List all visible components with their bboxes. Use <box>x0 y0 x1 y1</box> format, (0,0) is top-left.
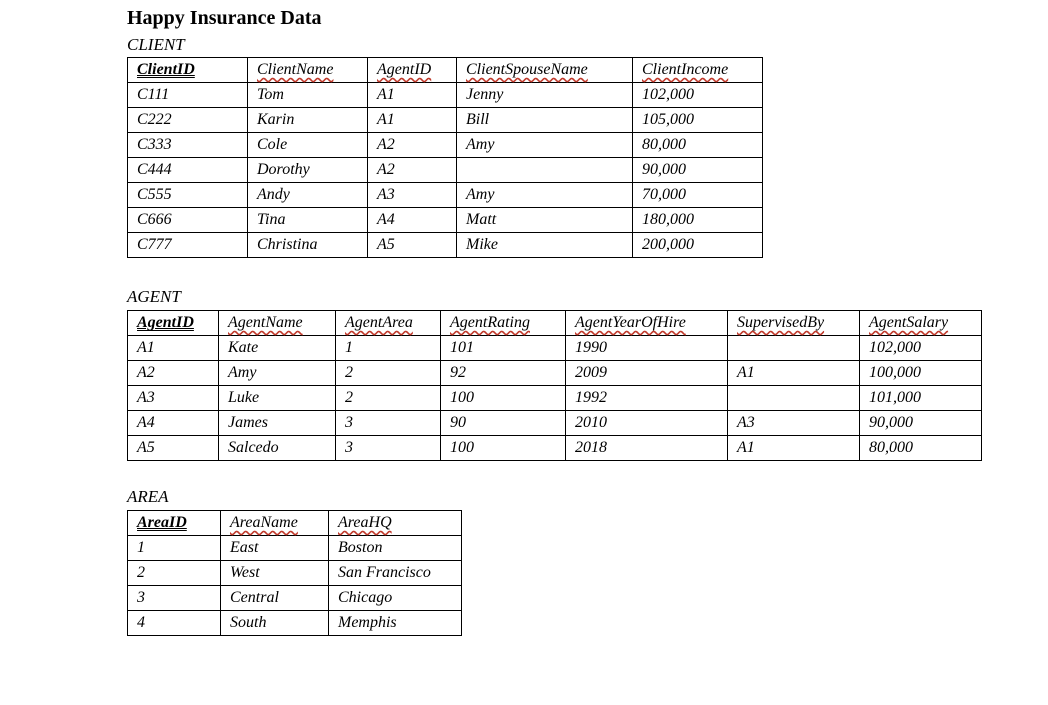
agent-table-row <box>128 361 982 386</box>
area-table-cell: South <box>221 611 329 636</box>
client-table-cell: Matt <box>457 208 633 233</box>
agent-table-cell: 1 <box>336 336 441 361</box>
area-table-cell: 2 <box>128 561 221 586</box>
area-section-label: AREA <box>127 487 169 506</box>
client-table-cell <box>457 158 633 183</box>
client-table-cell: Christina <box>248 233 368 258</box>
document-title: Happy Insurance Data <box>127 7 322 29</box>
agent-table-cell: 100 <box>441 386 566 411</box>
client-table-cell: Bill <box>457 108 633 133</box>
agent-column-header <box>566 311 728 336</box>
agent-column-header <box>336 311 441 336</box>
client-table-cell: A2 <box>368 133 457 158</box>
area-table-cell: Memphis <box>329 611 462 636</box>
agent-column-header-label: AgentYearOfHire <box>575 314 686 331</box>
client-table-cell: Dorothy <box>248 158 368 183</box>
client-table-cell: Cole <box>248 133 368 158</box>
agent-table-row <box>128 411 982 436</box>
agent-table-cell: Amy <box>219 361 336 386</box>
client-table-cell: Mike <box>457 233 633 258</box>
client-table-cell: C333 <box>128 133 248 158</box>
agent-column-header <box>860 311 982 336</box>
client-table <box>127 57 763 258</box>
client-table-header <box>128 58 763 83</box>
agent-table-cell <box>728 336 860 361</box>
client-column-header <box>368 58 457 83</box>
agent-table-cell: 101,000 <box>860 386 982 411</box>
area-table-cell: Boston <box>329 536 462 561</box>
agent-table-cell: 100 <box>441 436 566 461</box>
client-table-cell: C222 <box>128 108 248 133</box>
agent-table-cell <box>728 386 860 411</box>
agent-table-cell: 3 <box>336 411 441 436</box>
area-table-row <box>128 561 462 586</box>
agent-column-header-label: AgentName <box>228 314 303 331</box>
client-table-cell: Tina <box>248 208 368 233</box>
agent-column-header-label: AgentSalary <box>869 314 949 331</box>
client-header-row <box>128 58 763 83</box>
agent-table-cell: 101 <box>441 336 566 361</box>
client-table-cell: Jenny <box>457 83 633 108</box>
agent-table-cell: A1 <box>728 361 860 386</box>
agent-column-header-label: SupervisedBy <box>737 314 825 331</box>
agent-table-body <box>128 336 982 461</box>
agent-table <box>127 310 982 461</box>
area-table-cell: Central <box>221 586 329 611</box>
client-table-row <box>128 133 763 158</box>
agent-table-cell: A3 <box>728 411 860 436</box>
agent-table-cell: 1990 <box>566 336 728 361</box>
client-table-cell: Andy <box>248 183 368 208</box>
client-column-header-label: ClientSpouseName <box>466 61 588 78</box>
client-table-cell: A2 <box>368 158 457 183</box>
client-table-body <box>128 83 763 258</box>
agent-table-cell: 3 <box>336 436 441 461</box>
client-table-cell: 105,000 <box>633 108 763 133</box>
agent-table-cell: 2018 <box>566 436 728 461</box>
client-table-cell: 102,000 <box>633 83 763 108</box>
area-table-cell: East <box>221 536 329 561</box>
client-column-header-label: ClientIncome <box>642 61 729 78</box>
agent-table-cell: 90,000 <box>860 411 982 436</box>
agent-table-cell: A1 <box>728 436 860 461</box>
area-table-cell: West <box>221 561 329 586</box>
client-table-row <box>128 183 763 208</box>
client-table-cell: C444 <box>128 158 248 183</box>
agent-table-cell: 102,000 <box>860 336 982 361</box>
client-table-cell: 200,000 <box>633 233 763 258</box>
area-table-header <box>128 511 462 536</box>
client-column-header-label: AgentID <box>377 61 432 78</box>
agent-table-cell: A2 <box>128 361 219 386</box>
area-column-header-label: AreaID <box>137 514 187 531</box>
client-table-cell: 70,000 <box>633 183 763 208</box>
client-table-cell: Tom <box>248 83 368 108</box>
agent-column-header <box>728 311 860 336</box>
area-column-header <box>329 511 462 536</box>
client-table-cell: 80,000 <box>633 133 763 158</box>
client-column-header <box>128 58 248 83</box>
client-table-cell: C111 <box>128 83 248 108</box>
agent-table-cell: 92 <box>441 361 566 386</box>
client-table-cell: A1 <box>368 83 457 108</box>
area-table-cell: 4 <box>128 611 221 636</box>
area-table-row <box>128 586 462 611</box>
client-table-row <box>128 233 763 258</box>
area-table-row <box>128 611 462 636</box>
agent-table-cell: Kate <box>219 336 336 361</box>
client-table-cell: Karin <box>248 108 368 133</box>
client-table-cell: A3 <box>368 183 457 208</box>
client-table-row <box>128 108 763 133</box>
area-table <box>127 510 462 636</box>
client-table-cell: 180,000 <box>633 208 763 233</box>
client-table-row <box>128 208 763 233</box>
client-table-row <box>128 158 763 183</box>
client-table-cell: A1 <box>368 108 457 133</box>
area-column-header <box>221 511 329 536</box>
area-table-cell: 3 <box>128 586 221 611</box>
agent-table-cell: A5 <box>128 436 219 461</box>
client-column-header <box>248 58 368 83</box>
agent-table-header <box>128 311 982 336</box>
client-table-cell: Amy <box>457 183 633 208</box>
client-section-label: CLIENT <box>127 35 185 54</box>
agent-table-cell: A3 <box>128 386 219 411</box>
agent-table-cell: 2 <box>336 361 441 386</box>
client-table-cell: C555 <box>128 183 248 208</box>
area-column-header <box>128 511 221 536</box>
agent-column-header-label: AgentID <box>137 314 194 331</box>
agent-column-header <box>441 311 566 336</box>
client-table-cell: C666 <box>128 208 248 233</box>
agent-table-cell: A1 <box>128 336 219 361</box>
client-column-header-label: ClientID <box>137 61 195 78</box>
agent-table-cell: Luke <box>219 386 336 411</box>
client-column-header-label: ClientName <box>257 61 334 78</box>
agent-section-label: AGENT <box>127 287 181 306</box>
agent-table-cell: James <box>219 411 336 436</box>
agent-table-cell: 2009 <box>566 361 728 386</box>
area-column-header-label: AreaHQ <box>338 514 392 531</box>
area-table-cell: Chicago <box>329 586 462 611</box>
area-header-row <box>128 511 462 536</box>
client-table-cell: A4 <box>368 208 457 233</box>
agent-table-cell: 100,000 <box>860 361 982 386</box>
agent-table-cell: 2010 <box>566 411 728 436</box>
agent-table-cell: 80,000 <box>860 436 982 461</box>
client-table-cell: A5 <box>368 233 457 258</box>
agent-column-header <box>128 311 219 336</box>
area-table-cell: 1 <box>128 536 221 561</box>
agent-table-cell: Salcedo <box>219 436 336 461</box>
agent-table-row <box>128 386 982 411</box>
client-table-cell: Amy <box>457 133 633 158</box>
area-table-cell: San Francisco <box>329 561 462 586</box>
area-column-header-label: AreaName <box>230 514 298 531</box>
agent-table-cell: 2 <box>336 386 441 411</box>
agent-table-cell: 1992 <box>566 386 728 411</box>
client-table-cell: C777 <box>128 233 248 258</box>
area-table-body <box>128 536 462 636</box>
client-column-header <box>633 58 763 83</box>
agent-table-cell: A4 <box>128 411 219 436</box>
agent-column-header <box>219 311 336 336</box>
agent-table-row <box>128 436 982 461</box>
agent-table-cell: 90 <box>441 411 566 436</box>
agent-column-header-label: AgentArea <box>345 314 413 331</box>
agent-header-row <box>128 311 982 336</box>
client-table-cell: 90,000 <box>633 158 763 183</box>
agent-column-header-label: AgentRating <box>450 314 530 331</box>
area-table-row <box>128 536 462 561</box>
agent-table-row <box>128 336 982 361</box>
client-column-header <box>457 58 633 83</box>
client-table-row <box>128 83 763 108</box>
